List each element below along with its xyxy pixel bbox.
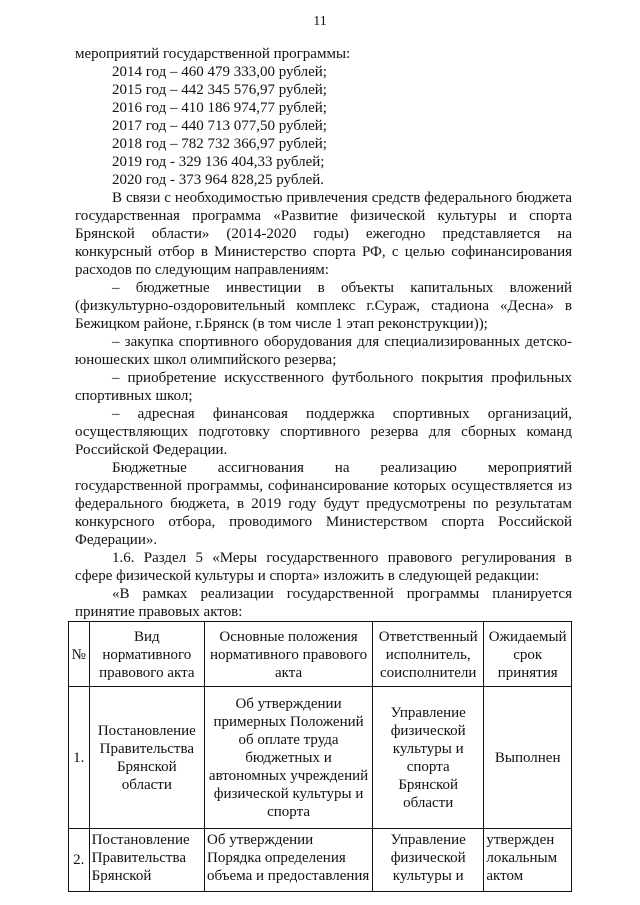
row-responsible: Управление физической культуры и xyxy=(373,829,484,892)
legal-acts-table xyxy=(68,621,572,892)
table-row xyxy=(69,829,572,892)
amount-2019: 2019 год - 329 136 404,33 рублей; xyxy=(112,154,325,170)
paragraph-legal-acts: «В рамках реализации государственной программы планируется принятие правовых актов: xyxy=(75,586,572,620)
direction-financial-support: – адресная финансовая поддержка спортивных организаций, осуществляющих подготовку спортивного резерва для сборных команд Российской Федерации. xyxy=(75,406,572,458)
document-body xyxy=(71,45,572,892)
paragraph-federal-budget: В связи с необходимостью привлечения средств федерального бюджета государственная программа «Развитие физической культуры и спорта Брянской области» (2014-2020 годы) ежегодно представляется на конкурсный отбор в Министерство спорта РФ, с целью софинансирования расходов по следующим направлениям: xyxy=(75,190,572,278)
amount-2020: 2020 год - 373 964 828,25 рублей. xyxy=(112,172,325,188)
table-header-row xyxy=(69,622,572,687)
intro-line: мероприятий государственной программы: xyxy=(75,46,351,62)
row-responsible: Управление физической культуры и спорта Брянской области xyxy=(373,687,484,829)
row-expected-term: Выполнен xyxy=(484,687,572,829)
paragraph-section-5: 1.6. Раздел 5 «Меры государственного правового регулирования в сфере физической культуры и спорта» изложить в следующей редакции: xyxy=(75,550,572,584)
row-act-type: Постановление Правительства Брянской области xyxy=(89,687,204,829)
amount-2014: 2014 год – 460 479 333,00 рублей; xyxy=(112,64,327,80)
direction-equipment: – закупка спортивного оборудования для специализированных детско-юношеских школ олимпийского резерва; xyxy=(75,334,572,368)
header-number: № xyxy=(69,622,90,687)
amount-2018: 2018 год – 782 732 366,97 рублей; xyxy=(112,136,327,152)
header-main-provisions: Основные положения нормативного правового акта xyxy=(205,622,373,687)
amount-2016: 2016 год – 410 186 974,77 рублей; xyxy=(112,100,327,116)
row-expected-term: утвержден локальным актом xyxy=(484,829,572,892)
header-act-type: Вид нормативного правового акта xyxy=(89,622,204,687)
row-main-provisions: Об утверждении Порядка определения объема и предоставления xyxy=(205,829,373,892)
amount-2015: 2015 год – 442 345 576,97 рублей; xyxy=(112,82,327,98)
row-number: 2. xyxy=(69,829,90,892)
row-act-type: Постановление Правительства Брянской xyxy=(89,829,204,892)
table-row xyxy=(69,687,572,829)
page-number: 11 xyxy=(313,14,327,29)
header-expected-term: Ожидаемый срок принятия xyxy=(484,622,572,687)
paragraph-budget-allocations: Бюджетные ассигнования на реализацию мероприятий государственной программы, софинансирование которых осуществляется из федерального бюджета, в 2019 году будут предусмотрены по результатам конкурсного отбора, проводимого Министерством спорта Российской Федерации». xyxy=(75,460,572,548)
row-number: 1. xyxy=(69,687,90,829)
direction-football-surface: – приобретение искусственного футбольного покрытия профильных спортивных школ; xyxy=(75,370,572,404)
row-main-provisions: Об утверждении примерных Положений об оплате труда бюджетных и автономных учреждений физической культуры и спорта xyxy=(205,687,373,829)
amount-2017: 2017 год – 440 713 077,50 рублей; xyxy=(112,118,327,134)
header-responsible: Ответственный исполнитель, соисполнители xyxy=(373,622,484,687)
direction-investments: – бюджетные инвестиции в объекты капитальных вложений (физкультурно-оздоровительный комплекс г.Сураж, стадиона «Десна» в Бежицком районе, г.Брянск (в том числе 1 этап реконструкции)); xyxy=(75,280,572,332)
